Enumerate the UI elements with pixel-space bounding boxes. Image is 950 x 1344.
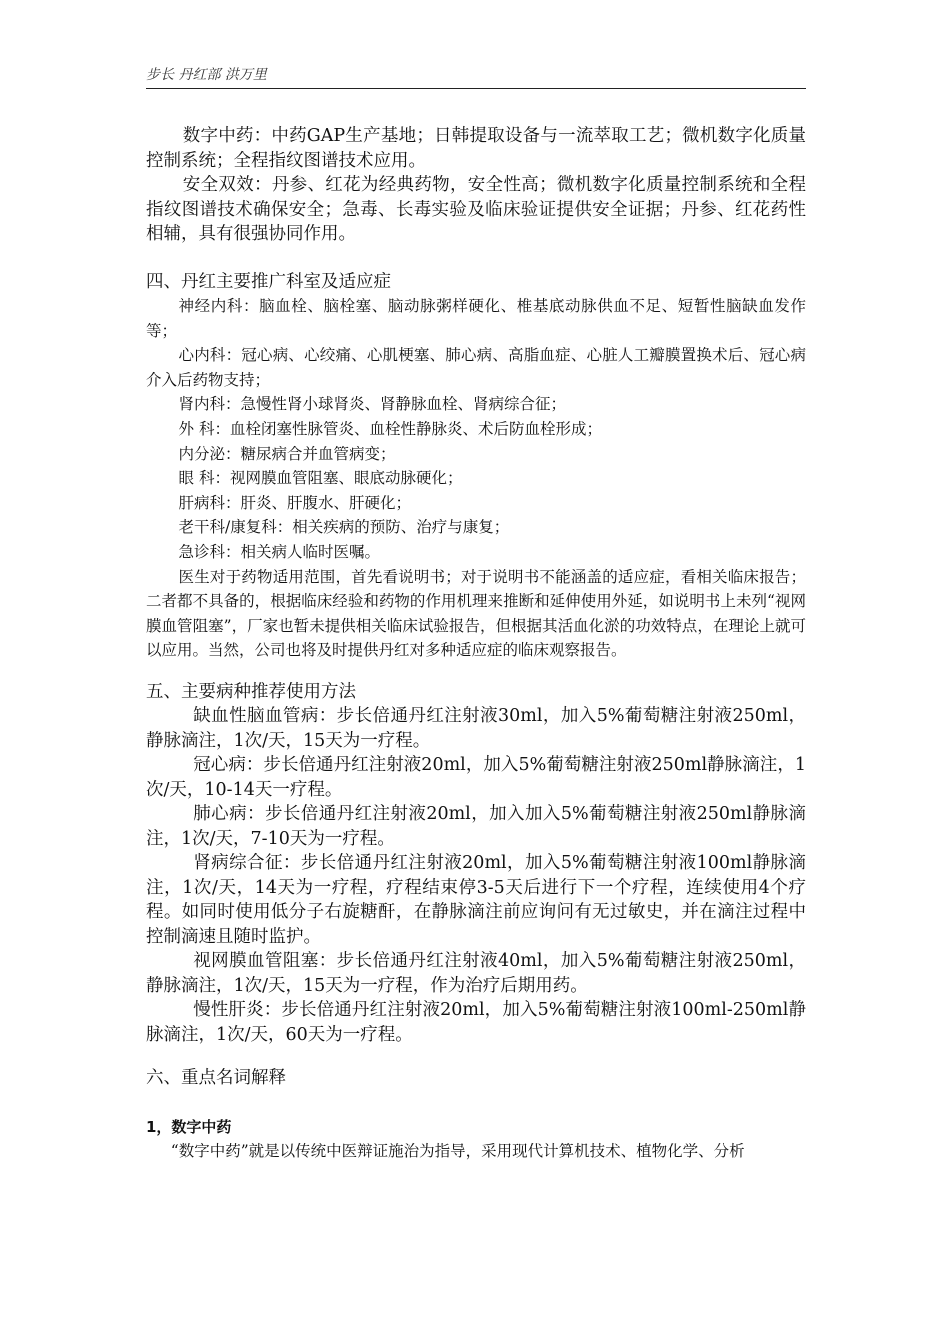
- term-title-digital-tcm: 1，数字中药: [146, 1117, 232, 1136]
- section-6-heading: 六、重点名词解释: [146, 1068, 286, 1089]
- usage-pulmonary-heart-disease: 肺心病：步长倍通丹红注射液20ml，加入加入5%葡萄糖注射液250ml静脉滴注，1次/天，7-10天为一疗程。: [146, 804, 806, 849]
- department-hepatology: 肝病科：肝炎、肝腹水、肝硬化；: [178, 493, 412, 512]
- usage-nephrotic-syndrome: 肾病综合征：步长倍通丹红注射液20ml，加入5%葡萄糖注射液100ml静脉滴注，1次/天，14天为一疗程，疗程结束停3-5天后进行下一个疗程，连续使用4个疗程。如同时使用低分子右旋糖酐，在静脉滴注前应询问有无过敏史，并在滴注过程中控制滴速且随时监护。: [146, 853, 806, 947]
- term-text-digital-tcm: “数字中药”就是以传统中医辩证施治为指导，采用现代计算机技术、植物化学、分析: [170, 1141, 745, 1160]
- page-header: 步长 丹红部 洪万里: [146, 66, 806, 89]
- department-geriatrics-rehab: 老干科/康复科：相关疾病的预防、治疗与康复；: [178, 518, 510, 537]
- department-emergency: 急诊科：相关病人临时医嘱。: [178, 542, 381, 561]
- department-ophthalmology: 眼 科：视网膜血管阻塞、眼底动脉硬化；: [178, 469, 463, 488]
- intro-paragraph-safety: 安全双效：丹参、红花为经典药物，安全性高；微机数字化质量控制系统和全程指纹图谱技术确保安全；急毒、长毒实验及临床验证提供安全证据；丹参、红花药性相辅，具有很强协同作用。: [146, 175, 806, 244]
- document-body: [146, 124, 806, 1163]
- usage-coronary-heart-disease: 冠心病：步长倍通丹红注射液20ml，加入5%葡萄糖注射液250ml静脉滴注，1次/天，10-14天一疗程。: [146, 755, 806, 800]
- section-5-heading: 五、主要病种推荐使用方法: [146, 681, 356, 702]
- department-surgery: 外 科：血栓闭塞性脉管炎、血栓性静脉炎、术后防血栓形成；: [178, 419, 602, 438]
- department-cardiology: 心内科：冠心病、心绞痛、心肌梗塞、肺心病、高脂血症、心脏人工瓣膜置换术后、冠心病介入后药物支持；: [146, 346, 806, 389]
- department-nephrology: 肾内科：急慢性肾小球肾炎、肾静脉血栓、肾病综合征；: [178, 395, 567, 414]
- intro-paragraph-digital: 数字中药：中药GAP生产基地；日韩提取设备与一流萃取工艺；微机数字化质量控制系统；全程指纹图谱技术应用。: [146, 126, 806, 171]
- usage-chronic-hepatitis: 慢性肝炎：步长倍通丹红注射液20ml，加入5%葡萄糖注射液100ml-250ml静脉滴注，1次/天，60天为一疗程。: [146, 1000, 806, 1045]
- usage-retinal-vascular-occlusion: 视网膜血管阻塞：步长倍通丹红注射液40ml，加入5%葡萄糖注射液250ml，静脉滴注，1次/天，15天为一疗程，作为治疗后期用药。: [146, 951, 806, 996]
- department-endocrinology: 内分泌：糖尿病合并血管病变；: [178, 444, 396, 463]
- department-neurology: 神经内科：脑血栓、脑栓塞、脑动脉粥样硬化、椎基底动脉供血不足、短暂性脑缺血发作等；: [146, 297, 806, 340]
- section-4-note: 医生对于药物适用范围，首先看说明书；对于说明书不能涵盖的适应症，看相关临床报告；二者都不具备的，根据临床经验和药物的作用机理来推断和延伸使用外延，如说明书上未列“视网膜血管阻塞”，厂家也暂未提供相关临床试验报告，但根据其活血化淤的功效特点，在理论上就可以应用。当然，公司也将及时提供丹红对多种适应症的临床观察报告。: [146, 567, 806, 660]
- usage-ischemic-cerebrovascular: 缺血性脑血管病：步长倍通丹红注射液30ml，加入5%葡萄糖注射液250ml，静脉滴注，1次/天，15天为一疗程。: [146, 706, 806, 751]
- section-4-heading: 四、丹红主要推广科室及适应症: [146, 271, 391, 292]
